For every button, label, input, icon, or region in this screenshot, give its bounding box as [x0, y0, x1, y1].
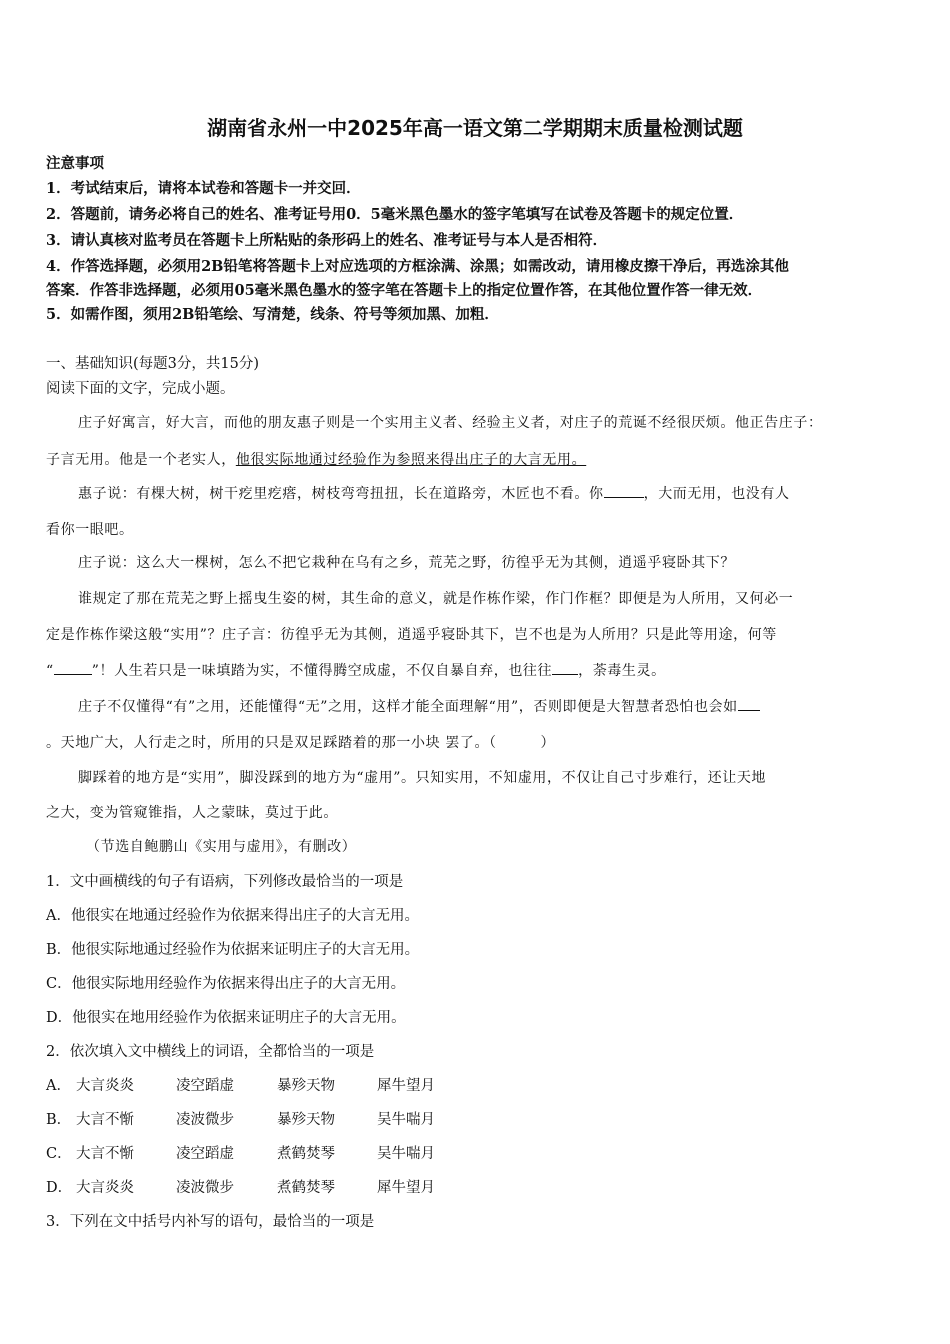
option-word: 煮鹤焚琴 [277, 1180, 335, 1196]
q1-option-c: C．他很实际地用经验作为依据来得出庄子的大言无用。 [46, 976, 406, 992]
option-word: 煮鹤焚琴 [277, 1146, 335, 1162]
underlined-sentence: 他很实际地通过经验作为参照来得出庄子的大言无用。 [235, 452, 587, 468]
option-word: 凌空蹈虚 [176, 1078, 234, 1094]
document-title: 湖南省永州一中2025年高一语文第二学期期末质量检测试题 [207, 116, 743, 140]
passage-line [46, 449, 586, 469]
option-word: 暴殄天物 [277, 1078, 335, 1094]
q1-option-a: A．他很实在地通过经验作为依据来得出庄子的大言无用。 [46, 908, 419, 924]
notice-item: 1．考试结束后，请将本试卷和答题卡一并交回． [46, 180, 361, 197]
passage-line: 定是作栋作梁这般“实用”？庄子言：彷徨乎无为其侧，逍遥乎寝卧其下，岂不也是为人所用？只是此等用途，何等 [46, 627, 777, 643]
option-word: 大言炎炎 [76, 1078, 134, 1094]
passage-text: 子言无用。他是一个老实人， [46, 452, 236, 468]
option-word: 大言炎炎 [76, 1180, 134, 1196]
passage-line: 看你一眼吧。 [46, 522, 134, 538]
passage-text: ”！人生若只是一味填踏为实，不懂得腾空成虚，不仅自暴自弃，也往往 [91, 663, 553, 679]
section-intro: 阅读下面的文字，完成小题。 [46, 381, 235, 397]
notice-item: 5．如需作图，须用2B铅笔绘、写清楚，线条、符号等须加黑、加粗． [46, 306, 499, 323]
question-3-stem: 3．下列在文中括号内补写的语句，最恰当的一项是 [46, 1214, 375, 1230]
passage-text: 庄子不仅懂得“有”之用，还能懂得“无”之用，这样才能全面理解“用”，否则即便是大智慧者恐怕也会如 [78, 699, 738, 715]
fill-blank [738, 696, 760, 711]
section-heading: 一、基础知识(每题3分，共15分) [46, 356, 259, 372]
option-word: 犀牛望月 [377, 1180, 435, 1196]
passage-line: 庄子说：这么大一棵树，怎么不把它栽种在乌有之乡，荒芜之野，彷徨乎无为其侧，逍遥乎寝卧其下？ [78, 555, 735, 571]
fill-blank [604, 483, 644, 498]
passage-line: 。天地广大，人行走之时，所用的只是双足踩踏着的那一小块 罢了。（ ） [46, 735, 556, 751]
notice-item: 4．作答选择题，必须用2B铅笔将答题卡上对应选项的方框涂满、涂黑；如需改动，请用橡皮擦干净后，再选涂其他 [46, 258, 789, 275]
passage-line: 之大，变为管窥锥指，人之蒙昧，莫过于此。 [46, 805, 338, 821]
option-label: A． [46, 1078, 71, 1094]
fill-blank [552, 660, 578, 675]
passage-line [78, 483, 790, 503]
option-label: B． [46, 1112, 72, 1128]
passage-line [78, 696, 760, 716]
option-word: 凌波微步 [176, 1112, 234, 1128]
passage-line: 庄子好寓言，好大言，而他的朋友惠子则是一个实用主义者、经验主义者，对庄子的荒诞不经很厌烦。他正告庄子： [78, 415, 823, 431]
option-word: 暴殄天物 [277, 1112, 335, 1128]
passage-source: （节选自鲍鹏山《实用与虚用》，有删改） [86, 839, 357, 855]
passage-text: 惠子说：有棵大树，树干疙里疙瘩，树枝弯弯扭扭，长在道路旁，木匠也不看。你 [78, 486, 604, 502]
option-word: 吴牛喘月 [377, 1112, 435, 1128]
option-word: 凌空蹈虚 [176, 1146, 234, 1162]
question-1-stem: 1．文中画横线的句子有语病，下列修改最恰当的一项是 [46, 874, 404, 890]
notice-item: 2．答题前，请务必将自己的姓名、准考证号用0．5毫米黑色墨水的签字笔填写在试卷及答题卡的规定位置． [46, 206, 744, 223]
passage-text: “ [46, 663, 54, 679]
passage-line: 谁规定了那在荒芜之野上摇曳生姿的树，其生命的意义，就是作栋作梁，作门作框？即便是为人所用，又何必一 [78, 591, 794, 607]
option-word: 大言不惭 [76, 1112, 134, 1128]
passage-line: 脚踩着的地方是“实用”，脚没踩到的地方为“虚用”。只知实用，不知虚用，不仅让自己寸步难行，还让天地 [78, 770, 767, 786]
passage-text: ，荼毒生灵。 [578, 663, 666, 679]
question-2-stem: 2．依次填入文中横线上的词语，全都恰当的一项是 [46, 1044, 375, 1060]
option-word: 吴牛喘月 [377, 1146, 435, 1162]
notice-item: 答案．作答非选择题，必须用05毫米黑色墨水的签字笔在答题卡上的指定位置作答，在其他位置作答一律无效． [46, 282, 763, 299]
fill-blank [54, 660, 92, 675]
option-label: D． [46, 1180, 73, 1196]
option-word: 大言不惭 [76, 1146, 134, 1162]
q1-option-b: B．他很实际地通过经验作为依据来证明庄子的大言无用。 [46, 942, 420, 958]
option-word: 犀牛望月 [377, 1078, 435, 1094]
notice-item: 3．请认真核对监考员在答题卡上所粘贴的条形码上的姓名、准考证号与本人是否相符． [46, 232, 608, 249]
option-label: C． [46, 1146, 72, 1162]
option-word: 凌波微步 [176, 1180, 234, 1196]
passage-text: ，大而无用，也没有人 [643, 486, 790, 502]
q1-option-d: D．他很实在地用经验作为依据来证明庄子的大言无用。 [46, 1010, 406, 1026]
passage-line [46, 660, 666, 680]
notice-heading: 注意事项 [46, 155, 104, 172]
